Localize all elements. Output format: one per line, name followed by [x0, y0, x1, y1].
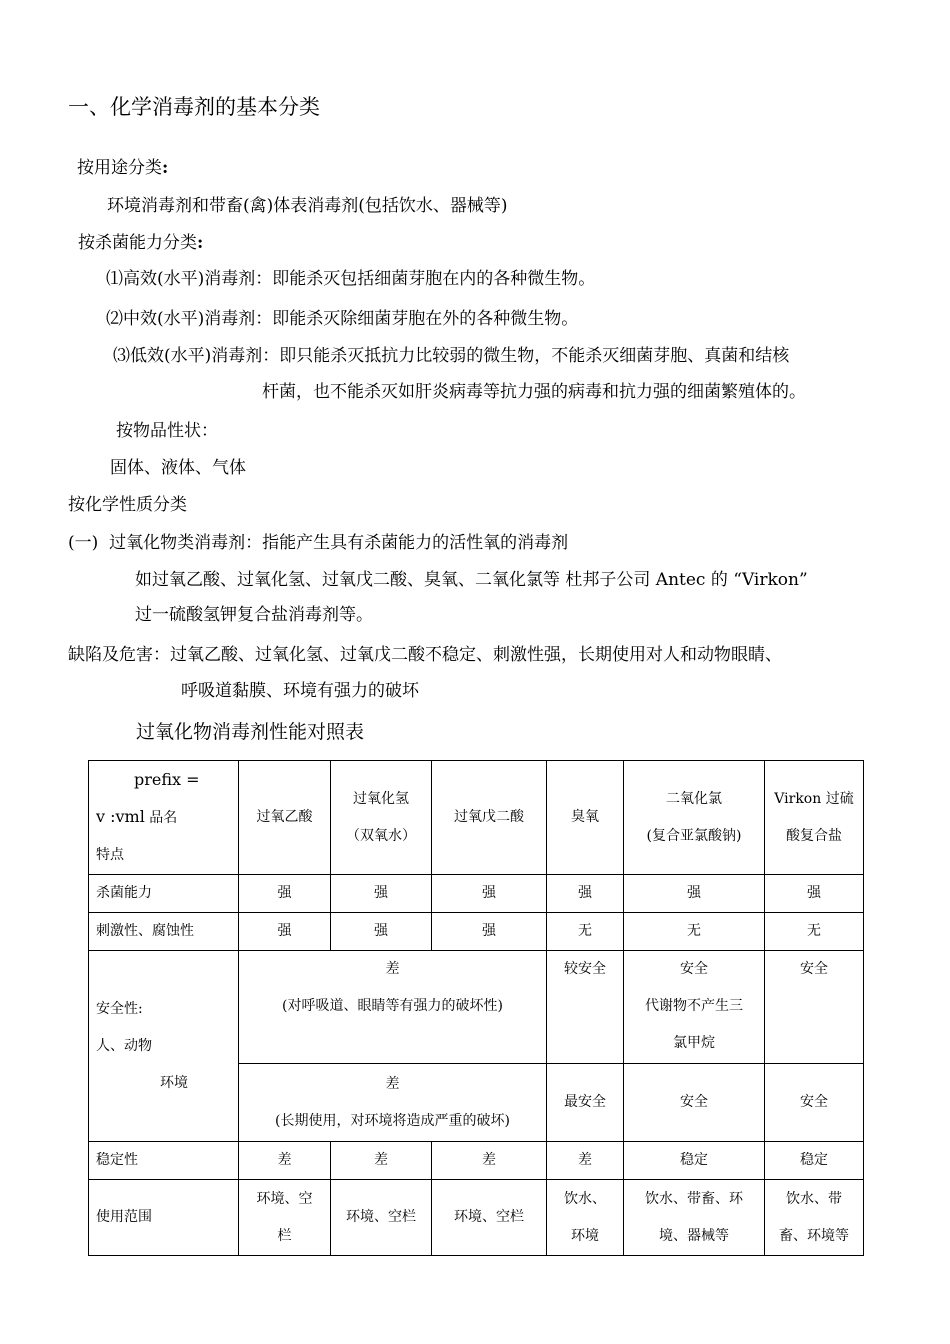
safety-human-chlorine-dioxide-cell: 安全 代谢物不产生三 氯甲烷 — [624, 951, 765, 1064]
table-cell: 强 — [765, 875, 864, 913]
table-cell: 强 — [331, 913, 432, 951]
table-row — [89, 1180, 864, 1256]
table-cell: 强 — [432, 875, 547, 913]
page-heading: 一、化学消毒剂的基本分类 — [68, 95, 320, 119]
safety-env-ozone-cell: 最安全 — [547, 1064, 624, 1142]
header-hydrogen-peroxide: 过氧化氢 （双氧水） — [331, 761, 432, 875]
table-cell: 差 — [432, 1142, 547, 1180]
header-peracetic-acid: 过氧乙酸 — [239, 761, 331, 875]
row-label-kill-ability: 杀菌能力 — [89, 875, 239, 913]
physical-title: 按物品性状： — [116, 421, 218, 441]
ability-item-low-continued: 杆菌，也不能杀灭如肝炎病毒等抗力强的病毒和抗力强的细菌繁殖体的。 — [262, 382, 806, 402]
row-label-usage-range: 使用范围 — [89, 1180, 239, 1256]
comparison-table — [88, 760, 864, 1256]
table-header-row — [89, 761, 864, 875]
physical-text: 固体、液体、气体 — [110, 458, 246, 478]
defects-text-continued: 呼吸道黏膜、环境有强力的破坏 — [181, 681, 419, 701]
table-cell: 稳定 — [765, 1142, 864, 1180]
ability-item-low: ⑶低效(水平)消毒剂：即只能杀灭抵抗力比较弱的微生物，不能杀灭细菌芽胞、真菌和结核 — [113, 346, 790, 366]
corner-feature-label: 特点 — [96, 847, 124, 863]
ability-title: 按杀菌能力分类: — [78, 233, 204, 253]
table-cell: 强 — [547, 875, 624, 913]
table-cell: 饮水、带畜、环 境、器械等 — [624, 1180, 765, 1256]
table-cell: 差 — [331, 1142, 432, 1180]
usage-text: 环境消毒剂和带畜(禽)体表消毒剂(包括饮水、器械等) — [107, 196, 508, 216]
corner-prefix: prefix = — [134, 770, 200, 789]
safety-human-ozone-cell: 较安全 — [547, 951, 624, 1064]
row-label-stability: 稳定性 — [89, 1142, 239, 1180]
table-title: 过氧化物消毒剂性能对照表 — [136, 721, 365, 743]
table-cell: 差 — [547, 1142, 624, 1180]
corner-header-cell — [89, 761, 239, 875]
chemical-item-peroxide: (一) 过氧化物类消毒剂：指能产生具有杀菌能力的活性氧的消毒剂 — [68, 533, 569, 553]
header-ozone: 臭氧 — [547, 761, 624, 875]
table-cell: 无 — [624, 913, 765, 951]
table-cell: 差 — [239, 1142, 331, 1180]
row-label-safety: 安全性: 人、动物 环境 — [89, 951, 239, 1142]
header-chlorine-dioxide: 二氧化氯 (复合亚氯酸钠) — [624, 761, 765, 875]
safety-human-virkon-cell: 安全 — [765, 951, 864, 1064]
chemical-title: 按化学性质分类 — [68, 495, 187, 515]
table-row — [89, 913, 864, 951]
usage-title: 按用途分类: — [77, 158, 169, 178]
table-cell: 强 — [239, 875, 331, 913]
safety-human-peroxides-cell: 差 (对呼吸道、眼睛等有强力的破坏性) — [239, 951, 547, 1064]
table-cell: 环境、空栏 — [432, 1180, 547, 1256]
table-cell: 强 — [432, 913, 547, 951]
header-virkon: Virkon 过硫 酸复合盐 — [765, 761, 864, 875]
ability-item-high: ⑴高效(水平)消毒剂：即能杀灭包括细菌芽胞在内的各种微生物。 — [106, 269, 596, 289]
table-cell: 强 — [331, 875, 432, 913]
defects-text: 缺陷及危害：过氧乙酸、过氧化氢、过氧戊二酸不稳定、刺激性强，长期使用对人和动物眼睛、 — [68, 645, 782, 665]
table-cell: 无 — [547, 913, 624, 951]
chemical-examples: 如过氧乙酸、过氧化氢、过氧戊二酸、臭氧、二氧化氯等 杜邦子公司 Antec 的 “Virkon” — [135, 570, 808, 590]
corner-product-label: v :vml 品名 — [96, 807, 178, 826]
table-cell: 无 — [765, 913, 864, 951]
table-row — [89, 875, 864, 913]
table-cell: 稳定 — [624, 1142, 765, 1180]
row-label-irritancy: 刺激性、腐蚀性 — [89, 913, 239, 951]
table-cell: 强 — [624, 875, 765, 913]
table-row — [89, 1142, 864, 1180]
safety-env-chlorine-dioxide-cell: 安全 — [624, 1064, 765, 1142]
table-cell: 饮水、 环境 — [547, 1180, 624, 1256]
header-perglutaric-acid: 过氧戊二酸 — [432, 761, 547, 875]
table-row-safety-human — [89, 951, 864, 1064]
table-cell: 饮水、带 畜、环境等 — [765, 1180, 864, 1256]
table-cell: 强 — [239, 913, 331, 951]
ability-item-medium: ⑵中效(水平)消毒剂：即能杀灭除细菌芽胞在外的各种微生物。 — [106, 309, 579, 329]
chemical-examples-continued: 过一硫酸氢钾复合盐消毒剂等。 — [135, 605, 373, 625]
table-cell: 环境、空栏 — [331, 1180, 432, 1256]
table-cell: 环境、空 栏 — [239, 1180, 331, 1256]
safety-env-peroxides-cell: 差 (长期使用，对环境将造成严重的破坏) — [239, 1064, 547, 1142]
safety-env-virkon-cell: 安全 — [765, 1064, 864, 1142]
